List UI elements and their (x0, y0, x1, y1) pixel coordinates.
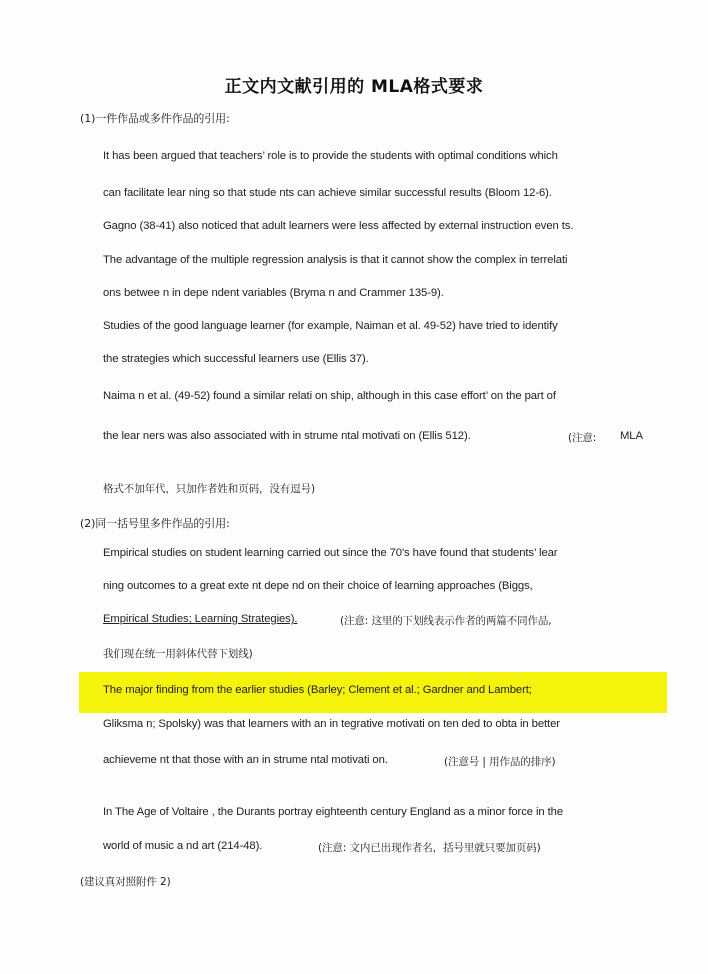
paragraph-line: Gliksma n; Spolsky) was that learners with an in tegrative motivati on ten ded to obta in better (103, 718, 560, 730)
note-text: (注意号 | 用作品的排序) (444, 756, 556, 768)
page-title: 正文内文献引用的 MLA格式要求 (224, 77, 484, 97)
note-text: (注意: 这里的下划线表示作者的两篇不同作品, (340, 615, 552, 627)
highlighted-line: The major finding from the earlier studies (Barley; Clement et al.; Gardner and Lambert; (103, 684, 532, 696)
paragraph-line: Empirical studies on student learning carried out since the 70's have found that students’ lear (103, 547, 558, 559)
paragraph-line: achieveme nt that those with an in strume ntal motivati on. (103, 754, 388, 766)
note-text: (注意: 文内已出现作者名，括号里就只要加页码) (318, 842, 541, 854)
paragraph-line: ning outcomes to a great exte nt depe nd on their choice of learning approaches (Biggs, (103, 580, 533, 592)
section1-heading: (1)一件作品或多件作品的引用: (80, 112, 230, 125)
paragraph-line: Gagno (38-41) also noticed that adult learners were less affected by external instruction even ts. (103, 220, 574, 232)
note-text: 我们现在统一用斜体代替下划线) (103, 648, 253, 660)
section2-heading: (2)同一括号里多件作品的引用: (80, 517, 230, 530)
note-label: (注意: (568, 432, 597, 444)
paragraph-line: world of music a nd art (214-48). (103, 840, 263, 852)
underlined-titles: Empirical Studies; Learning Strategies). (103, 613, 298, 625)
paragraph-line: Studies of the good language learner (for example, Naiman et al. 49-52) have tried to identify (103, 320, 558, 332)
paragraph-line: can facilitate lear ning so that stude nts can achieve similar successful results (Bloom 12-6). (103, 187, 552, 199)
paragraph-line: the strategies which successful learners use (Ellis 37). (103, 353, 369, 365)
paragraph-line: It has been argued that teachers’ role is to provide the students with optimal conditions which (103, 150, 558, 162)
note-text: 格式不加年代，只加作者姓和页码，没有逗号) (103, 483, 315, 495)
paragraph-line: the lear ners was also associated with in strume ntal motivati on (Ellis 512). (103, 430, 471, 442)
note-label: MLA (620, 430, 643, 442)
paragraph-line: In The Age of Voltaire , the Durants portray eighteenth century England as a minor force in the (103, 806, 564, 818)
footer-note: (建议真对照附件 2) (80, 876, 171, 888)
paragraph-line: Naima n et al. (49-52) found a similar relati on ship, although in this case effort’ on the part of (103, 390, 556, 402)
paragraph-line: The advantage of the multiple regression analysis is that it cannot show the complex in terrelati (103, 254, 568, 266)
paragraph-line: ons betwee n in depe ndent variables (Bryma n and Crammer 135-9). (103, 287, 444, 299)
